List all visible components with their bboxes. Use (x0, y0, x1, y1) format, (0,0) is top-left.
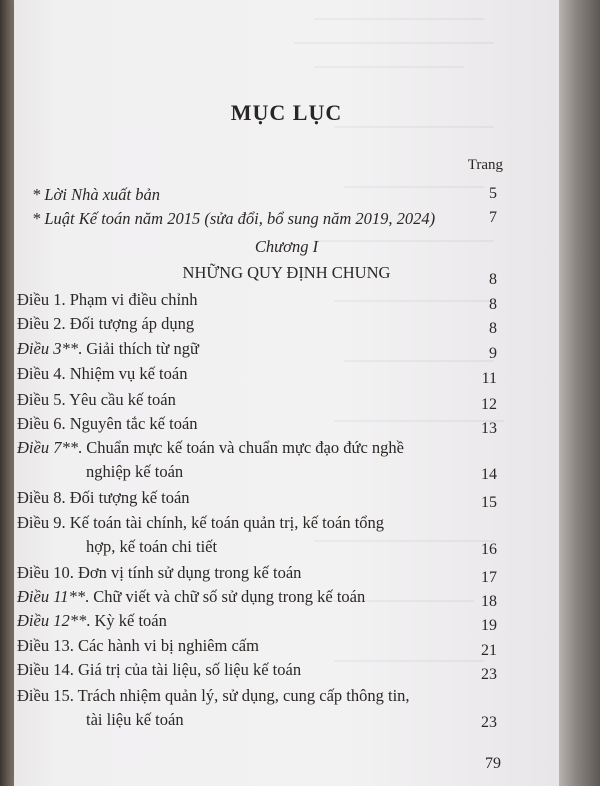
article-number: Điều 6 (17, 414, 62, 433)
entry-page: 11 (481, 370, 497, 387)
article-number: Điều 11** (17, 587, 85, 606)
entry-label (17, 686, 410, 706)
article-number: Điều 7** (17, 438, 78, 457)
entry-page: 23 (481, 714, 497, 731)
entry-page: 8 (489, 320, 497, 337)
entry-page: 9 (489, 345, 497, 362)
entry-label (17, 488, 190, 508)
page-column-header: Trang (467, 157, 503, 173)
article-number: Điều 5 (17, 390, 62, 409)
entry-page: 14 (481, 466, 497, 483)
chapter-name: Chương I (254, 237, 319, 256)
entry-label (17, 364, 187, 384)
entry-page: 18 (481, 593, 497, 610)
entry-label (17, 611, 167, 631)
article-number: Điều 13 (17, 636, 70, 655)
article-number: Điều 10 (17, 563, 70, 582)
entry-label (17, 314, 194, 334)
article-title: . Nguyên tắc kế toán (61, 414, 198, 433)
article-number: Điều 12** (17, 611, 87, 630)
entry-label (17, 636, 259, 656)
entry-page: 21 (481, 642, 497, 659)
entry-label: * Luật Kế toán năm 2015 (sửa đổi, bổ sung năm 2019, 2024) (32, 209, 436, 228)
article-title: . Đối tượng kế toán (61, 488, 190, 507)
entry-page: 16 (481, 541, 497, 558)
article-number: Điều 14 (17, 660, 70, 679)
book-page (14, 0, 559, 786)
entry-label (17, 339, 199, 359)
entry-page: 17 (481, 569, 497, 586)
article-title: . Giá trị của tài liệu, số liệu kế toán (69, 660, 302, 679)
entry-page: 8 (489, 271, 497, 288)
article-title-continued: hợp, kế toán chi tiết (86, 537, 218, 556)
article-title: . Kế toán tài chính, kế toán quản trị, kế toán tổng (61, 513, 385, 532)
entry-page: 19 (481, 617, 497, 634)
entry-page: 15 (481, 494, 497, 511)
article-title: . Chuẩn mực kế toán và chuẩn mực đạo đức nghề (77, 438, 404, 457)
entry-label (17, 513, 384, 533)
article-title: . Yêu cầu kế toán (61, 390, 176, 409)
entry-label (17, 390, 176, 410)
article-title: . Phạm vi điều chỉnh (61, 290, 198, 309)
article-number: Điều 2 (17, 314, 62, 333)
article-title-continued: nghiệp kế toán (86, 462, 184, 481)
article-title-continued: tài liệu kế toán (86, 710, 184, 729)
entry-label (17, 563, 301, 583)
article-title: . Chữ viết và chữ số sử dụng trong kế toán (84, 587, 366, 606)
article-title: . Đối tượng áp dụng (61, 314, 195, 333)
article-title: . Các hành vi bị nghiêm cấm (69, 636, 259, 655)
article-title: . Giải thích từ ngữ (77, 339, 199, 358)
article-number: Điều 3** (17, 339, 78, 358)
entry-label (17, 414, 198, 434)
article-title: . Kỳ kế toán (86, 611, 167, 630)
chapter-heading: NHỮNG QUY ĐỊNH CHUNG (182, 263, 391, 282)
article-number: Điều 8 (17, 488, 62, 507)
entry-page: 7 (489, 209, 497, 226)
article-number: Điều 9 (17, 513, 62, 532)
entry-page: 13 (481, 420, 497, 437)
entry-label (17, 438, 404, 458)
entry-page: 8 (489, 296, 497, 313)
background-edge (559, 0, 600, 786)
entry-page: 12 (481, 396, 497, 413)
entry-label (17, 587, 365, 607)
article-title: . Nhiệm vụ kế toán (61, 364, 188, 383)
article-number: Điều 1 (17, 290, 62, 309)
article-title: . Trách nhiệm quản lý, sử dụng, cung cấp thông tin, (69, 686, 410, 705)
article-number: Điều 4 (17, 364, 62, 383)
entry-label (17, 660, 301, 680)
article-number: Điều 15 (17, 686, 70, 705)
entry-label (17, 290, 198, 310)
entry-page: 23 (481, 666, 497, 683)
entry-page: 5 (489, 185, 497, 202)
article-title: . Đơn vị tính sử dụng trong kế toán (69, 563, 302, 582)
page-number: 79 (485, 755, 501, 772)
page-title: MỤC LỤC (230, 100, 343, 125)
entry-label: * Lời Nhà xuất bản (32, 185, 160, 204)
